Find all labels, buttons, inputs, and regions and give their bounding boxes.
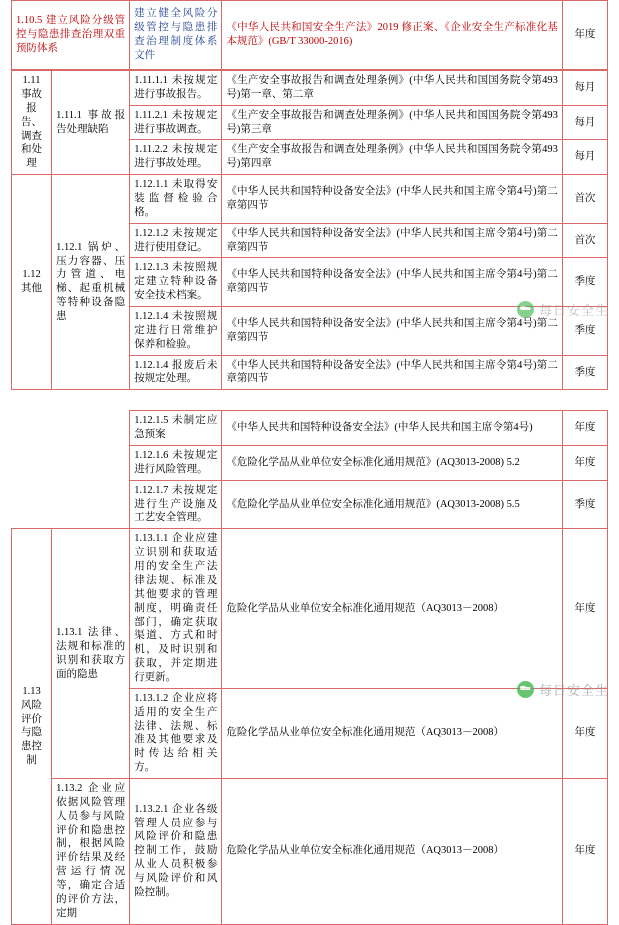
cell-basis: 《中华人民共和国特种设备安全法》(中华人民共和国主席令第4号)第二章第四节 [222, 258, 563, 307]
table-row [12, 411, 608, 446]
group-index-number: 1.13 [22, 685, 41, 697]
cell-frequency: 每月 [562, 71, 607, 106]
table-row [12, 529, 608, 688]
cell-code: 1.11.2.2 未按规定进行事故处理。 [130, 140, 222, 175]
cell-subitem-label: 1.12.1 锅炉、压力容器、压力管道、电梯、起重机械等特种设备隐患 [52, 175, 130, 390]
cell-code: 1.12.1.5 未制定应急预案 [130, 411, 222, 446]
cell-frequency: 季度 [562, 480, 607, 529]
cell-spacer [52, 446, 130, 481]
group-index-label: 事故报告、调查和处理 [21, 88, 43, 170]
cell-subitem-label: 1.13.1 法律、法规和标准的识别和获取方面的隐患 [52, 529, 130, 779]
cell-basis: 《危险化学品从业单位安全标准化通用规范》(AQ3013-2008) 5.5 [222, 480, 563, 529]
cell-basis: 《生产安全事故报告和调查处理条例》(中华人民共和国国务院令第493号)第四章 [222, 140, 563, 175]
cell-frequency: 年度 [562, 529, 607, 688]
cell-code: 1.11.1.1 未按规定进行事故报告。 [130, 71, 222, 106]
cell-spacer [52, 480, 130, 529]
cell-code: 1.12.1.7 未按规定进行生产设施及工艺安全管理。 [130, 480, 222, 529]
cell-basis: 《中华人民共和国特种设备安全法》(中华人民共和国主席令第4号)第二章第四节 [222, 223, 563, 258]
cell-subitem-label: 1.13.2 企业应依据风险管理人员参与风险评价和隐患控制，根据风险评价结果及经营运行情况等，确定合适的评价方法，定期 [52, 778, 130, 924]
cell-basis: 《中华人民共和国特种设备安全法》(中华人民共和国主席令第4号)第二章第四节 [222, 355, 563, 390]
cell-code: 1.12.1.1 未取得安装监督检验合格。 [130, 175, 222, 224]
cell-code: 1.12.1.4 未按照规定进行日常维护保养和检验。 [130, 307, 222, 356]
table-row [12, 480, 608, 529]
group-index-label: 风险评价与隐患控制 [21, 699, 43, 767]
table-row [12, 175, 608, 224]
table-top [11, 0, 608, 70]
cell-group-index [12, 529, 52, 924]
cell-spacer [12, 411, 52, 446]
cell-frequency: 季度 [562, 307, 607, 356]
cell-frequency: 季度 [562, 258, 607, 307]
group-index-number: 1.11 [22, 75, 41, 87]
table-row [12, 71, 608, 106]
cell-item-name: 1.10.5 建立风险分级管控与隐患排查治理双重预防体系 [12, 1, 130, 70]
cell-frequency: 年度 [562, 411, 607, 446]
cell-frequency: 每月 [562, 105, 607, 140]
cell-basis: 《生产安全事故报告和调查处理条例》(中华人民共和国国务院令第493号)第一章、第二章 [222, 71, 563, 106]
cell-basis: 《生产安全事故报告和调查处理条例》(中华人民共和国国务院令第493号)第三章 [222, 105, 563, 140]
cell-requirement: 建立健全风险分级管控与隐患排查治理制度体系文件 [130, 1, 222, 70]
cell-code: 1.13.1.1 企业应建立识别和获取适用的安全生产法律法规、标准及其他要求的管理制度，明确责任部门，确定获取渠道、方式和时机，及时识别和获取，并定期进行更新。 [130, 529, 222, 688]
cell-code: 1.12.1.6 未按规定进行风险管理。 [130, 446, 222, 481]
cell-basis: 《中华人民共和国安全生产法》2019 修正案、《企业安全生产标准化基本规范》(GB/T 33000-2016) [222, 1, 563, 70]
page-gap [0, 390, 619, 410]
cell-code: 1.13.1.2 企业应将适用的安全生产法律、法规、标准及其他要求及时传达给相关方。 [130, 688, 222, 778]
cell-frequency: 每月 [562, 140, 607, 175]
cell-basis: 危险化学品从业单位安全标准化通用规范（AQ3013－2008） [222, 529, 563, 688]
group-index-label: 其他 [21, 283, 43, 295]
cell-basis: 《中华人民共和国特种设备安全法》(中华人民共和国主席令第4号)第二章第四节 [222, 175, 563, 224]
watermark-text: 每日安全生 [538, 303, 609, 318]
cell-code: 1.12.1.2 未按规定进行使用登记。 [130, 223, 222, 258]
watermark-text: 每日安全生 [538, 683, 609, 698]
cell-code: 1.12.1.4 报废后未按规定处理。 [130, 355, 222, 390]
cell-spacer [12, 446, 52, 481]
cell-frequency: 年度 [562, 446, 607, 481]
cell-frequency: 首次 [562, 175, 607, 224]
cell-frequency: 年度 [562, 1, 607, 70]
cell-code: 1.11.2.1 未按规定进行事故调查。 [130, 105, 222, 140]
cell-basis: 危险化学品从业单位安全标准化通用规范（AQ3013－2008） [222, 688, 563, 778]
group-index-number: 1.12 [22, 269, 41, 281]
cell-basis: 《中华人民共和国特种设备安全法》(中华人民共和国主席令第4号)第二章第四节 [222, 307, 563, 356]
cell-frequency: 年度 [562, 778, 607, 924]
cell-spacer [52, 411, 130, 446]
table-row [12, 446, 608, 481]
table-main [11, 70, 608, 390]
cell-code: 1.12.1.3 未按照规定建立特种设备安全技术档案。 [130, 258, 222, 307]
cell-basis: 危险化学品从业单位安全标准化通用规范（AQ3013－2008） [222, 778, 563, 924]
cell-group-index [12, 71, 52, 175]
cell-spacer [12, 480, 52, 529]
cell-frequency: 首次 [562, 223, 607, 258]
cell-basis: 《危险化学品从业单位安全标准化通用规范》(AQ3013-2008) 5.2 [222, 446, 563, 481]
cell-code: 1.13.2.1 企业各级管理人员应参与风险评价和隐患控制工作，鼓励从业人员积极参与风险评价和风险控制。 [130, 778, 222, 924]
table-row [12, 1, 608, 70]
cell-basis: 《中华人民共和国特种设备安全法》(中华人民共和国主席令第4号) [222, 411, 563, 446]
table-row [12, 778, 608, 924]
cell-subitem-label: 1.11.1 事故报告处理缺陷 [52, 71, 130, 175]
cell-frequency: 年度 [562, 688, 607, 778]
cell-frequency: 季度 [562, 355, 607, 390]
cell-group-index [12, 175, 52, 390]
table-bottom [11, 410, 608, 924]
